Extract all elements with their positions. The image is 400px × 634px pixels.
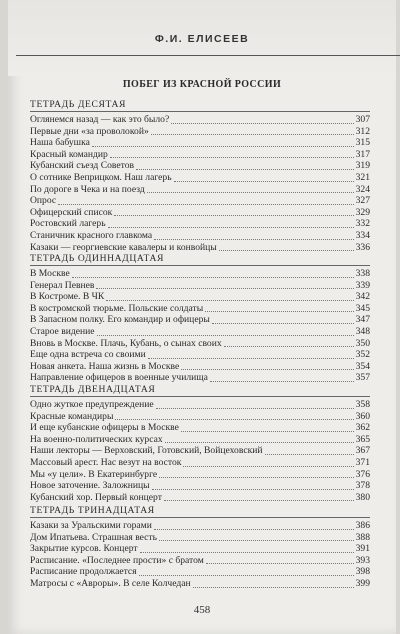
dot-leader [139, 575, 354, 576]
toc-entry-label: Ростовский лагерь [30, 218, 106, 230]
toc-entry-page: 391 [355, 543, 370, 555]
toc-entry [30, 361, 370, 373]
dot-leader [58, 204, 353, 205]
dot-leader [136, 169, 354, 170]
toc-entry [30, 480, 370, 492]
dot-leader [115, 419, 353, 420]
toc-entry [30, 149, 370, 161]
toc-entry-page: 319 [355, 160, 370, 172]
dot-leader [96, 288, 353, 289]
running-head-author: Ф.И. ЕЛИСЕЕВ [154, 33, 250, 45]
toc-entry [30, 532, 370, 544]
toc-entry-page: 388 [355, 531, 370, 543]
toc-entry-page: 307 [355, 114, 370, 125]
toc-entry-page: 376 [355, 468, 370, 480]
toc-entry [30, 422, 370, 434]
header-rule [16, 55, 400, 56]
toc-entry-page: 360 [355, 410, 370, 422]
toc-entry-page: 312 [355, 125, 370, 137]
toc-entry-page: 329 [355, 206, 370, 218]
toc-entry-page: 357 [355, 372, 370, 384]
toc-entry-label: Станичник красного главкома [30, 229, 153, 241]
toc-entry [30, 555, 370, 567]
toc-entry-label: В Москве [30, 268, 70, 279]
toc-entry-page: 354 [355, 360, 370, 372]
toc-entry-page: 352 [355, 349, 370, 361]
toc-entry-label: Красный командир [30, 148, 108, 160]
toc-entry [30, 137, 370, 149]
toc-entry [30, 338, 370, 350]
toc-entry-page: 336 [355, 241, 370, 253]
toc-entry [30, 218, 370, 230]
toc-entry-label: Вновь в Москве. Плачь, Кубань, о сынах своих [30, 337, 222, 349]
toc-entry [30, 303, 370, 315]
dot-leader [106, 300, 353, 301]
dot-leader [205, 311, 353, 312]
toc-entry [30, 469, 370, 481]
section-title: ТЕТРАДЬ ОДИННАДЦАТАЯ [30, 252, 370, 266]
toc-entry-label: Еще одна встреча со своими [30, 349, 146, 361]
toc-entry [30, 578, 370, 590]
dot-leader [159, 540, 354, 541]
toc-entry-label: Наши лекторы — Верховский, Готовский, Войцеховский [30, 445, 263, 457]
toc-entry [30, 434, 370, 446]
toc-entry-label: Красные командиры [30, 410, 114, 422]
dot-leader [183, 466, 353, 467]
toc-entry-page: 338 [355, 268, 370, 279]
toc-entry [30, 543, 370, 555]
toc-entry [30, 411, 370, 423]
toc-entry-label: Кубанский хор. Первый концерт [30, 491, 162, 503]
toc-entry-page: 315 [355, 137, 370, 149]
dot-leader [159, 477, 353, 478]
toc-entry-label: В Костроме. В ЧК [30, 291, 105, 303]
dot-leader [181, 431, 354, 432]
dot-leader [110, 157, 354, 158]
toc-entry-page: 367 [355, 445, 370, 457]
toc-entry-label: Дом Ипатьева. Страшная весть [30, 531, 158, 543]
toc-entry-page: 386 [355, 520, 370, 531]
dot-leader [265, 454, 354, 455]
toc-entry-label: По дороге в Чека и на поезд [30, 183, 145, 195]
toc-section [30, 252, 370, 384]
toc-entry-label: В костромской тюрьме. Польские солдаты [30, 302, 204, 314]
toc-entry [30, 291, 370, 303]
toc-entry [30, 268, 370, 280]
toc-entry-label: Направление офицеров в военные училища [30, 372, 208, 384]
toc-entry-page: 347 [355, 314, 370, 326]
toc-entry-page: 317 [355, 148, 370, 160]
book-title: ПОБЕГ ИЗ КРАСНОЙ РОССИИ [122, 79, 282, 90]
toc-entry-label: И еще кубанские офицеры в Москве [30, 422, 179, 434]
dot-leader [140, 552, 354, 553]
toc-entry [30, 445, 370, 457]
toc-entry [30, 172, 370, 184]
toc-entry-label: Новая анкета. Наша жизнь в Москве [30, 360, 180, 372]
toc-entry-label: В Запасном полку. Его командир и офицеры [30, 314, 210, 326]
toc-entry-label: Мы «у цели». В Екатеринбурге [30, 468, 158, 480]
dot-leader [151, 134, 354, 135]
toc-entry [30, 114, 370, 126]
toc-section [30, 98, 370, 253]
toc-entry [30, 207, 370, 219]
toc-entry-page: 342 [355, 291, 370, 303]
toc-entry-label: Новое заточение. Заложницы [30, 480, 150, 492]
toc-entry-label: Генерал Певнев [30, 279, 95, 291]
toc-entry-page: 398 [355, 566, 370, 578]
toc-entry [30, 492, 370, 504]
toc-entry [30, 326, 370, 338]
toc-entry-page: 321 [355, 171, 370, 183]
toc-entry-page: 324 [355, 183, 370, 195]
dot-leader [181, 369, 353, 370]
toc-entry [30, 457, 370, 469]
dot-leader [171, 123, 353, 124]
toc-entry-page: 378 [355, 480, 370, 492]
toc-entry-page: 365 [355, 433, 370, 445]
toc-entry [30, 126, 370, 138]
toc-entry [30, 349, 370, 361]
dot-leader [193, 587, 354, 588]
toc-entry-label: Старое видение [30, 325, 95, 337]
toc-entry [30, 314, 370, 326]
toc-entry-page: 334 [355, 229, 370, 241]
toc-entry-page: 345 [355, 302, 370, 314]
toc-entry-label: О сотнике Веприцком. Наш лагерь [30, 171, 172, 183]
dot-leader [210, 381, 354, 382]
toc-entry-label: Кубанский съезд Советов [30, 160, 135, 172]
toc-entry [30, 160, 370, 172]
toc-entry-label: Массовый арест. Нас везут на восток [30, 456, 182, 468]
dot-leader [224, 346, 354, 347]
dot-leader [108, 227, 354, 228]
toc-entry [30, 399, 370, 411]
toc-entry-label: Оглянемся назад — как это было? [30, 114, 170, 125]
toc-entry [30, 195, 370, 207]
toc-entry-page: 327 [355, 195, 370, 207]
toc-entry-label: Расписание. «Последнее прости» с братом [30, 554, 204, 566]
dot-leader [206, 563, 354, 564]
toc-entry-label: Матросы с «Авроры». В селе Колчедан [30, 577, 191, 589]
dot-leader [165, 442, 354, 443]
toc-entry-page: 371 [355, 456, 370, 468]
book-page [8, 0, 396, 634]
dot-leader [97, 335, 354, 336]
toc-entry-label: Одно жуткое предупреждение [30, 399, 154, 410]
dot-leader [72, 277, 354, 278]
toc-entry [30, 184, 370, 196]
toc-entry-page: 380 [355, 491, 370, 503]
toc-entry-page: 399 [355, 577, 370, 589]
dot-leader [156, 408, 354, 409]
toc-entry-label: Наша бабушка [30, 137, 90, 149]
toc-entry-label: Первые дни «за проволокой» [30, 125, 149, 137]
section-title: ТЕТРАДЬ ДВЕНАДЦАТАЯ [30, 383, 370, 397]
dot-leader [164, 500, 354, 501]
toc-entry-page: 393 [355, 554, 370, 566]
toc-entry-label: Офицерский список [30, 206, 113, 218]
toc-section [30, 504, 370, 590]
dot-leader [174, 181, 354, 182]
toc-entry-label: На военно-политических курсах [30, 433, 163, 445]
dot-leader [148, 358, 354, 359]
dot-leader [154, 529, 354, 530]
section-title: ТЕТРАДЬ ТРИНАДЦАТАЯ [30, 504, 370, 518]
toc-entry [30, 566, 370, 578]
dot-leader [114, 215, 353, 216]
toc-entry-label: Закрытие курсов. Концерт [30, 543, 138, 555]
section-title: ТЕТРАДЬ ДЕСЯТАЯ [30, 98, 370, 112]
toc-entry-page: 350 [355, 337, 370, 349]
toc-entry-page: 332 [355, 218, 370, 230]
toc-entry-label: Опрос [30, 195, 57, 207]
dot-leader [152, 489, 354, 490]
toc-entry-page: 339 [355, 279, 370, 291]
page-number: 458 [193, 604, 211, 616]
toc-entry-label: Расписание продолжается [30, 566, 137, 578]
dot-leader [147, 192, 354, 193]
dot-leader [154, 239, 353, 240]
toc-entry-page: 362 [355, 422, 370, 434]
toc-entry-page: 348 [355, 325, 370, 337]
toc-entry-page: 358 [355, 399, 370, 410]
dot-leader [219, 250, 354, 251]
dot-leader [92, 146, 354, 147]
toc-entry [30, 520, 370, 532]
toc-section [30, 383, 370, 503]
toc-entry-label: Казаки — георгиевские кавалеры и конвойцы [30, 241, 217, 253]
dot-leader [212, 323, 354, 324]
toc-entry [30, 280, 370, 292]
toc-entry [30, 230, 370, 242]
toc-entry-label: Казаки за Уральскими горами [30, 520, 152, 531]
